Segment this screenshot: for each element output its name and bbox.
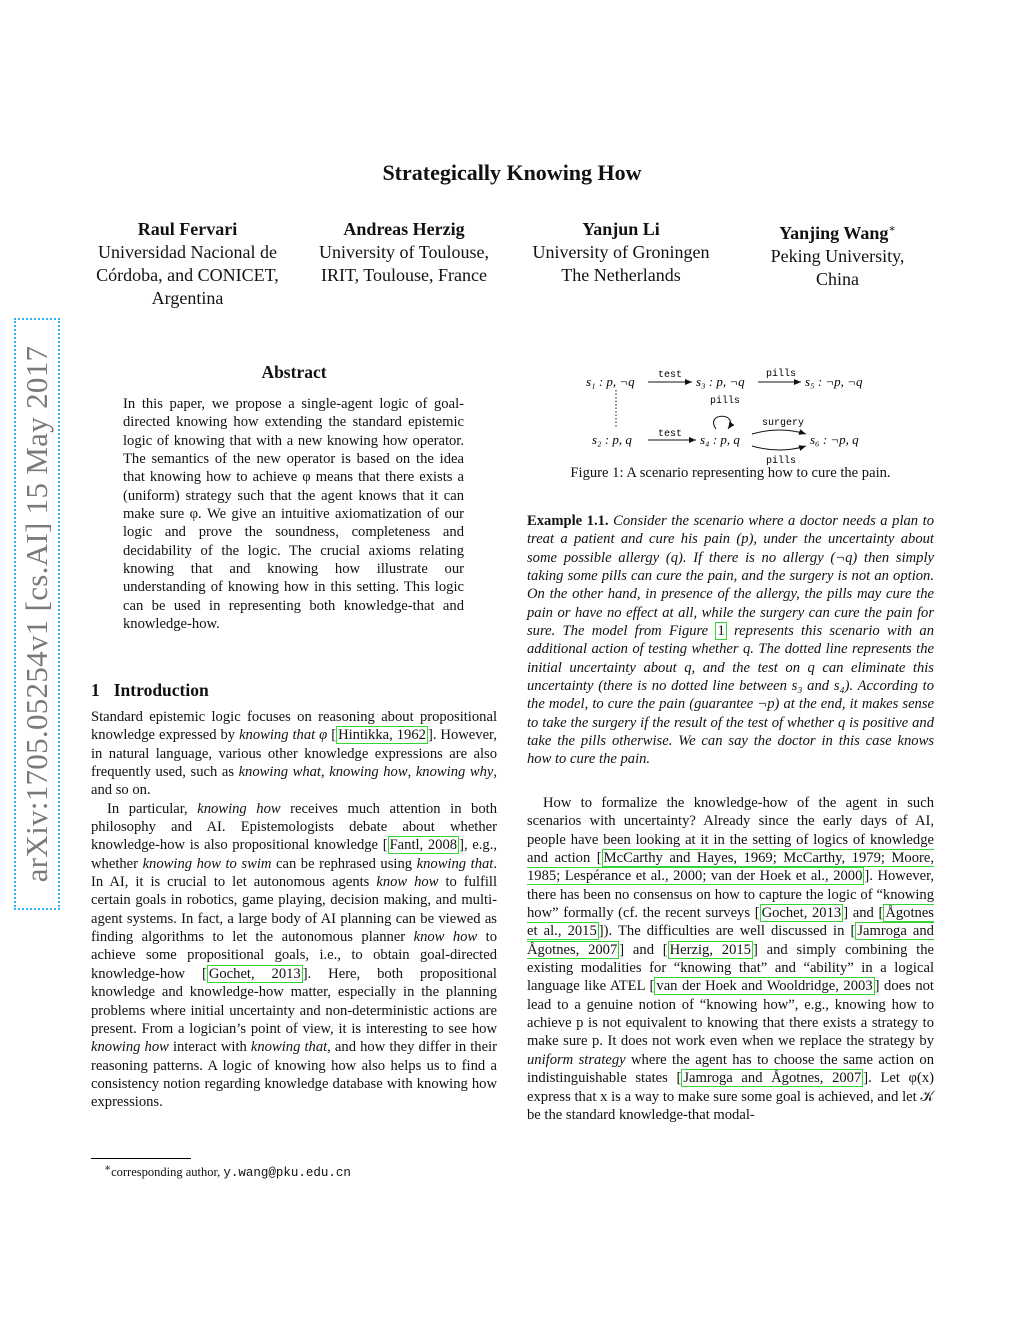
edge-surgery (752, 430, 806, 434)
author-affiliation: The Netherlands (561, 265, 681, 285)
footnote: ∗corresponding author, y.wang@pku.edu.cn (104, 1163, 351, 1181)
state-s2: s₂ : p, q (592, 432, 632, 447)
author-affiliation: Peking University, (770, 246, 905, 266)
figure-caption: Figure 1: A scenario representing how to cure the pain. (570, 465, 891, 481)
citation-link[interactable]: Jamroga and Ågotnes, 2007 (683, 1070, 862, 1087)
edge-label: surgery (762, 418, 805, 429)
citation-link[interactable]: Gochet, 2013 (208, 965, 301, 982)
state-s3: s₃ : p, ¬q (696, 374, 745, 389)
citation-link[interactable]: Ågotnes et al., 2015 (527, 905, 934, 940)
state-s4: s₄ : p, q (700, 432, 740, 447)
author-affiliation: University of Groningen (532, 242, 710, 262)
citation-link[interactable]: van der Hoek and Wooldridge, 2003 (656, 978, 873, 995)
intro-paragraph-1: Standard epistemic logic focuses on reasoning about propositional knowledge expressed by knowing that φ [ Hintikka, 1962 ]. However, in natural language, various other knowledge expressions are also frequently used, such as knowing what, knowing how, knowing why, and so on. (91, 709, 498, 799)
edge-label: pills (710, 396, 741, 407)
right-column-body (527, 794, 934, 1124)
author-name: Yanjing Wang∗ (779, 223, 896, 243)
figure-link[interactable]: 1 (717, 623, 725, 640)
arxiv-identifier-stamp (14, 318, 60, 910)
author-block (298, 218, 510, 287)
citation-link[interactable]: McCarthy and Hayes, 1969; McCarthy, 1979; Moore, 1985; Lespérance et al., 2000; van der Hoek et al., 2000 (527, 850, 934, 885)
edge-label: test (658, 429, 683, 440)
section-heading: 1 Introduction (91, 680, 209, 700)
state-s1: s₁ : p, ¬q (586, 374, 635, 389)
author-email[interactable]: y.wang@pku.edu.cn (223, 1166, 351, 1181)
citation-link[interactable]: Gochet, 2013 (761, 905, 842, 922)
edge-label: pills (766, 456, 797, 466)
author-affiliation: University of Toulouse, (319, 242, 489, 262)
abstract-body (123, 395, 464, 633)
abstract-heading: Abstract (261, 362, 327, 382)
footnote-rule (91, 1158, 191, 1159)
citation-link[interactable]: Hintikka, 1962 (338, 727, 426, 744)
state-s5: s₅ : ¬p, ¬q (805, 374, 863, 389)
intro-body (91, 708, 497, 1112)
edge-label: test (658, 370, 683, 381)
author-affiliation: IRIT, Toulouse, France (320, 265, 488, 285)
author-name: Yanjun Li (582, 219, 660, 239)
author-block (740, 218, 935, 291)
paper-title: Strategically Knowing How (382, 160, 642, 185)
edge-pills-bottom (752, 446, 806, 450)
author-name: Raul Fervari (137, 219, 238, 239)
edge-label: pills (766, 369, 797, 380)
author-affiliation: Argentina (151, 288, 224, 308)
author-block (75, 218, 300, 310)
author-name: Andreas Herzig (343, 219, 465, 239)
state-s6: s₆ : ¬p, q (810, 432, 859, 447)
intro-paragraph-2: In particular, knowing how receives much attention in both philosophy and AI. Epistemologists debate about whether knowledge-how is also propositional knowledge [ Fantl, 2008 ], e.g., whether knowing how to swim can be rephrased using knowing that. In AI, it is crucial to let autonomous agents know how to fulfill certain goals in robotics, game playing, decision making, and multi-agent systems. In fact, a large body of AI planning can be viewed as finding algorithms to let the autonomous planner know how to achieve some propositional goals, i.e., to obtain goal-directed knowledge-how [ Gochet, 2013 ]. Here, both propositional knowledge and knowledge-how matter, especially in the planning problems where initial uncertainty and non-deterministic actions are present. From a logician’s point of view, it is interesting to see how knowing how interact with knowing that, and how they differ in their reasoning patterns. A logic of knowing how also helps us to find a consistency notion regarding knowledge database with knowing how expressions. (91, 800, 498, 1111)
example-block: Example 1.1. Consider the scenario where a doctor needs a plan to treat a patient and cure his pain (p), under the uncertainty about some possible allergy (q). If there is no allergy (¬q) then simply taking some pills can cure the pain, and the surgery is not an option. On the other hand, in presence of the allergy, the pills may cure the pain or have no effect at all, while the surgery can cure the pain for sure. The model from Figure 1 represents this scenario with an additional action of testing whether q. The dotted line represents the initial uncertainty about q, and the test on q can eliminate this uncertainty (there is no dotted line between s₃ and s₄). According to the model, to cure the pain (guarantee ¬p) at the end, it makes sense to take the surgery if the result of the test of whether q is positive and take the pills otherwise. We can say the doctor in this case knows how to cure the pain. (527, 513, 935, 768)
arxiv-identifier: arXiv:1705.05254v1 [cs.AI] 15 May 2017 (19, 345, 54, 883)
author-affiliation: China (816, 269, 859, 289)
example-label: Example 1.1. (527, 513, 609, 529)
author-affiliation: Córdoba, and CONICET, (96, 265, 279, 285)
paragraph: How to formalize the knowledge-how of the agent in such scenarios with uncertainty? Already since the early days of AI, people have been looking at it in the setting of logics of knowledge and action [ McCarthy and Hayes, 1969; McCarthy, 1979; Moore, 1985; Lespérance et al., 2000; van der Hoek et al., 2000 ]. However, there has been no consensus on how to capture the logic of “knowing how” formally (cf. the recent surveys [ Gochet, 2013 ] and [ Ågotnes et al., 2015 ]). The difficulties are well discussed in [ Jamroga and Ågotnes, 2007 ] and [ Herzig, 2015 ] and simply combining the existing modalities for “knowing that” and “ability” in a logical language like ATEL [ van der Hoek and Wooldridge, 2003 ] does not lead to a genuine notion of “knowing how”, e.g., knowing how to achieve p is not equivalent to knowing that there exists a strategy to make sure p. It does not work even when we replace the strategy by uniform strategy where the agent has to choose the same action on indistinguishable states [ Jamroga and Ågotnes, 2007 ]. Let φ(x) express that x is a way to make sure some goal is achieved, and let 𝒦 be the standard knowledge-that modal- (527, 795, 934, 1123)
citation-link[interactable]: Fantl, 2008 (389, 837, 458, 854)
author-block (515, 218, 727, 287)
citation-link[interactable]: Jamroga and Ågotnes, 2007 (527, 923, 934, 958)
citation-link[interactable]: Herzig, 2015 (669, 941, 751, 958)
abstract-text: In this paper, we propose a single-agent logic of goal-directed knowing how extending the standard epistemic logic of knowing that with a new knowing how operator. The semantics of the new operator is based on the idea that knowing how to achieve φ means that there exists a (uniform) strategy such that the agent knows that it can make sure φ. We give an intuitive axiomatization of our logic and prove the soundness, completeness and decidability of the logic. The crucial axioms relating knowing that and knowing how illustrate our understanding of knowing how in this setting. This logic can be used in representing both knowledge-that and knowledge-how. (123, 396, 464, 633)
edge-pills-loop (714, 416, 731, 429)
author-affiliation: Universidad Nacional de (98, 242, 277, 262)
scenario-diagram (580, 362, 890, 466)
